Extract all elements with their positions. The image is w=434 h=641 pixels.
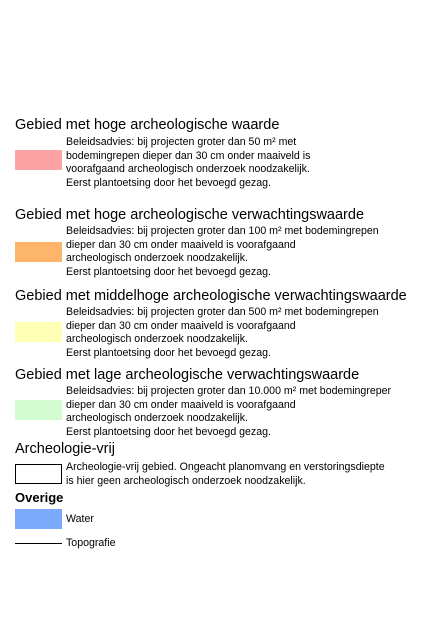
desc-line: archeologisch onderzoek noodzakelijk. [66, 333, 248, 346]
legend-desc-hoge-verwachting [66, 225, 379, 279]
desc-line: archeologisch onderzoek noodzakelijk. [66, 412, 248, 425]
legend-heading-hoge-verwachting: Gebied met hoge archeologische verwachtingswaarde [15, 207, 365, 223]
desc-line: archeologisch onderzoek noodzakelijk. [66, 252, 248, 265]
legend-heading-hoge-waarde: Gebied met hoge archeologische waarde [15, 117, 280, 133]
desc-line: Eerst plantoetsing door het bevoegd gezag. [66, 346, 271, 359]
desc-line: Eerst plantoetsing door het bevoegd gezag. [66, 425, 271, 438]
desc-line: Eerst plantoetsing door het bevoegd gezag. [66, 176, 271, 189]
legend-desc-hoge-waarde [66, 136, 310, 190]
desc-line: voorafgaand archeologisch onderzoek noodzakelijk. [66, 163, 310, 176]
desc-line: Eerst plantoetsing door het bevoegd gezag. [66, 265, 271, 278]
legend-desc-lage-verwachting [66, 385, 391, 439]
desc-line: dieper dan 30 cm onder maaiveld is voorafgaand [66, 398, 296, 411]
desc-line: dieper dan 30 cm onder maaiveld is voorafgaand [66, 319, 296, 332]
swatch-hoge-waarde [15, 150, 62, 170]
desc-line: dieper dan 30 cm onder maaiveld is voorafgaand [66, 238, 296, 251]
swatch-hoge-verwachting [15, 242, 62, 262]
legend-desc-middelhoge-verwachting [66, 306, 379, 360]
topografie-line-sample [15, 543, 62, 544]
desc-line: Archeologie-vrij gebied. Ongeacht planomvang en verstoringsdiepte [66, 461, 385, 473]
legend-heading-overige: Overige [15, 490, 64, 505]
legend-heading-archeologie-vrij: Archeologie-vrij [15, 441, 115, 457]
desc-line: Beleidsadvies: bij projecten groter dan 10.000 m² met bodemingreper [66, 385, 392, 397]
legend-heading-middelhoge-verwachting: Gebied met middelhoge archeologische verwachtingswaarde [15, 288, 407, 304]
swatch-archeologie-vrij [15, 464, 62, 484]
swatch-water [15, 509, 62, 529]
legend-heading-lage-verwachting: Gebied met lage archeologische verwachtingswaarde [15, 367, 360, 383]
swatch-middelhoge-verwachting [15, 322, 62, 342]
desc-line: Beleidsadvies: bij projecten groter dan 50 m² met [66, 136, 297, 148]
legend-desc-archeologie-vrij [66, 461, 385, 488]
desc-line: bodemingrepen dieper dan 30 cm onder maaiveld is [66, 149, 311, 162]
legend-label-water: Water [66, 513, 94, 525]
legend-label-topografie: Topografie [66, 537, 116, 549]
desc-line: Beleidsadvies: bij projecten groter dan 100 m² met bodemingrepen [66, 225, 379, 237]
desc-line: is hier geen archeologisch onderzoek noodzakelijk. [66, 474, 306, 487]
swatch-lage-verwachting [15, 400, 62, 420]
desc-line: Beleidsadvies: bij projecten groter dan 500 m² met bodemingrepen [66, 306, 379, 318]
